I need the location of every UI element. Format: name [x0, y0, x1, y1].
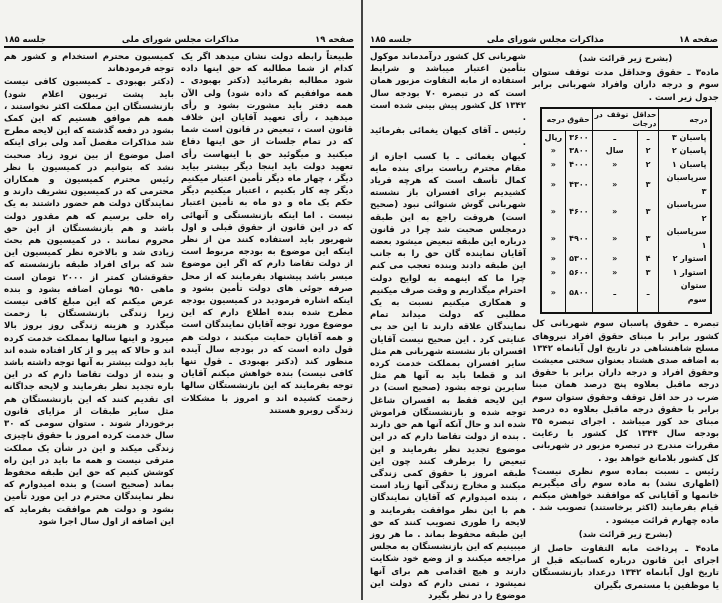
min-stay-unit-cell: «	[592, 198, 637, 225]
paragraph	[370, 125, 526, 149]
table-row	[541, 158, 711, 172]
currency-cell: «	[541, 158, 566, 172]
grade-cell: پاسبان ۱	[659, 158, 711, 172]
salary-grade-table	[540, 107, 712, 315]
col-header-grade: درجه	[659, 108, 711, 131]
article-text: پرداخت مابه التفاوت حاصل از اجرای این قانون درباره کسانیکه قبل از تاریخ اول آبانماه ۱۳۴۲ درعداد بازنشستگان یا موظفین یا مستمری بگیران	[532, 543, 719, 591]
running-title: مذاکرات مجلس شورای ملی	[486, 35, 605, 45]
paragraph-text: طبیعتاً رابطه دولت نشان میدهد اگر یک کدام از شما مطالبه که حق اینها داده شود مطالبه بفرمائید (دکتر بهبودی ـ همه موافقیم که داده شود) ولی الآن همه دفتر باید مشورت بشود و رأی میدهید ، رأی تعهید آقایان این خلاف قانون است ، تبعیض در قانون است شما که در تمام جلسات از حق اینها دفاع میکنید و میگوئید حق با اینهاست رأی تعهید دولت باید اینجا دیگر بیشتر بیاید دیگر ، چهار ماه دیگر تأمین اعتبار میکنیم دیگر چه کار بکنیم ، اعتبار میکنیم دیگر حکم یک ماه و دو ماه به تأمین اعتبار نیست . اما اینکه بازنشستگی و آنهائی که در این قانون از حقوق قبلی و اول شهریور باید استفاده کنند من از نظر اینکه این موضوع به بودجه مربوط است از دولت تقاضا دارم که اگر این موضوع میسر باشد پیشنهاد بفرمایند که از محل صرفه جوئی های دولت تأمین بشود و اینکه اشاره فرمودید در کمیسیون بودجه مطرح شده بنده اطلاع دارم که این موضوع مورد توجه آقایان نمایندگان است و همه آقایان حمایت میکنند ، دولت هم قول داده است که در بودجه سال آینده منظور کند (دکتر بهبودی ـ قول تنها کافی نیست) بنده خواهش میکنم آقایان توجه بفرمایند که این بازنشستگان سالها زحمت کشیده اند و امروز با مشکلات زندگی روبرو هستند	[181, 52, 353, 416]
note	[532, 318, 719, 464]
min-stay-years-cell: ۲	[637, 144, 659, 158]
text-column-right	[181, 51, 353, 418]
paragraph-text: کمیسیون کافی نیست باید پشت تریبون اعلام شود) بازنشستگان این مملکت اکثر نخواستند ، همه هم موافق هستیم که این کمک بشود در دفعه گذشته که این لایحه مطرح شد مذاکرات مفصل آمد ولی برای اینکه اصل موضوع از بین نرود زیاد صحبت نشد که بتوانیم در کمیسیون با نظر رئیس محترم کمیسیون و همکاران محترمی که در کمیسیون تشریف دارند و نمایندگان دولت هم حضور داشتند به یک راه حلی برسیم که هم مقدور دولت باشد و هم بازنشستگان از این حق محروم نمانند . در کمیسیون هم بحث زیادی شد و بالاخره نظر کمیسیون این شد که برای افراد طبقه بازنشسته که حقوقشان کمتر از ۲۰۰۰ تومان است ماهی ۹۵۰ تومان اضافه بشود و بنده عرض میکنم که این مبلغ کافی نیست زیرا زندگی بازنشستگان با زحمت میگذرد و هزینه زندگی روز بروز بالا میرود و اینها سالها بمملکت خدمت کرده اند و حالا که پیر و از کار افتاده شده اند باید دولت بیشتر به آنها توجه داشته باشد و بنده از دولت تقاضا دارم که در این باره تجدید نظر بفرمایند و لایحه جداگانه ای تقدیم کنند که این بازنشستگان هم مثل سایر طبقات از مزایای قانون برخوردار شوند . ستوان سومی که ۳۰ سال خدمت کرده امروز با حقوق ناچیزی زندگی میکند و این در شأن یک مملکت مترقی نیست و همه ما باید در این راه کوشش کنیم که حق این طبقه محفوظ بماند (صحیح است) و بنده امیدوارم که نظر نمایندگان محترم در این مورد تأمین بشود و دولت هم موافقت بفرماید که این اضافه از اول سال اجرا شود	[4, 77, 175, 527]
currency-cell: «	[541, 252, 566, 266]
table-row	[541, 144, 711, 158]
session-number: جلسه ۱۸۵	[4, 35, 46, 45]
remark-text: نسبت بماده سوم نظری نیست؟ (اظهاری نشد) به ماده سوم رأی میگیریم خانمها و آقایانی که موافقند خواهش میکنم قیام بفرمایند (اکثر برخاستند) تصویب شد . ماده چهارم قرائت میشود .	[532, 466, 719, 526]
min-stay-years-cell: ۳	[637, 198, 659, 225]
salary-cell: ۴۳۰۰	[566, 171, 593, 198]
grade-cell: پاسبان ۳	[659, 130, 711, 144]
col-header-min-stay: حداقل توقف در درجات	[592, 108, 659, 131]
right-page	[366, 0, 722, 600]
grade-cell: استوار ۱	[659, 266, 711, 280]
left-page	[0, 0, 358, 600]
text-column-right	[532, 51, 719, 593]
min-stay-years-cell: ـ	[637, 130, 659, 144]
read-note: (بشرح زیر قرائت شد)	[578, 54, 673, 64]
text-column-left	[4, 51, 174, 529]
page-number: صفحه ۱۹	[315, 35, 354, 45]
currency-cell: «	[541, 198, 566, 225]
paragraph-text: آقای کیهان یغمائی بفرمائید .	[370, 126, 526, 149]
salary-cell: ۵۳۰۰	[566, 252, 593, 266]
running-title: مذاکرات مجلس شورای ملی	[121, 35, 240, 45]
table-row	[541, 171, 711, 198]
read-note: (بشرح زیر قرائت شد)	[578, 529, 673, 540]
table-row	[541, 225, 711, 252]
blank-cell	[541, 306, 566, 313]
blank-cell	[592, 306, 637, 313]
table-row	[541, 130, 711, 144]
min-stay-years-cell: ۲	[637, 158, 659, 172]
salary-cell: ۳۸۰۰	[566, 144, 593, 158]
speaker-name: (دکتر بهبودی ـ	[107, 77, 174, 88]
min-stay-unit-cell: «	[592, 225, 637, 252]
min-stay-years-cell: ۳	[637, 266, 659, 280]
min-stay-unit-cell: «	[592, 171, 637, 198]
currency-cell: «	[541, 279, 566, 306]
currency-cell: «	[541, 171, 566, 198]
salary-cell: ۴۰۰۰	[566, 158, 593, 172]
min-stay-years-cell: ۳	[637, 225, 659, 252]
paragraph	[370, 151, 526, 603]
speaker-name: کیهان یغمائی ـ	[456, 151, 526, 162]
blank-cell	[566, 306, 593, 313]
paragraph	[4, 51, 174, 75]
table-row	[541, 252, 711, 266]
grade-cell: سرپاسبان ۱	[659, 225, 711, 252]
grade-cell: پاسبان ۲	[659, 144, 711, 158]
table-row	[541, 266, 711, 280]
president-remark	[532, 466, 719, 527]
min-stay-unit-cell: سال	[592, 144, 637, 158]
min-stay-years-cell: ۴	[637, 252, 659, 266]
paragraph	[4, 76, 174, 528]
min-stay-unit-cell: «	[592, 252, 637, 266]
paragraph-text: شهربانی کل کشور درآمدماند موکول بتأمین اعتبار میباشد و شرایط استفاده از مابه التفاوت مزبور همان است که در تبصره ۷۰ بودجه سال ۱۳۴۲ کل کشور پیش بینی شده است .	[370, 52, 526, 124]
paragraph	[370, 51, 526, 124]
text-column-left	[370, 51, 526, 603]
note-label: تبصره ـ	[684, 319, 719, 330]
paragraph	[181, 51, 353, 417]
min-stay-years-cell: ـ	[637, 279, 659, 306]
article-label: ماده۴ ـ	[685, 543, 719, 554]
blank-cell	[637, 306, 659, 313]
currency-cell: ریال	[541, 130, 566, 144]
article-4	[532, 543, 719, 592]
blank-cell	[659, 306, 711, 313]
table-row	[541, 198, 711, 225]
currency-cell: «	[541, 144, 566, 158]
paragraph-text: کمیسیون محترم استخدام و کشور هم توجه فرمودهاند	[4, 52, 174, 75]
session-number: جلسه ۱۸۵	[370, 35, 412, 45]
page-gutter-divider	[361, 0, 363, 600]
min-stay-unit-cell: «	[592, 266, 637, 280]
page-number: صفحه ۱۸	[679, 35, 718, 45]
paragraph-text: با کسب اجازه از مقام محترم ریاست برای بنده مایه کمال تأسف است که هرچه فریاد کشیدیم برای افسران باز نشسته شهربانی گوش شنوائی نبود (صحیح است) هروقت راجع به این طبقه درمجلس صحبت شد چرا در قانون درباره این طبقه تبعیض میشود بعضه آقایان نماینده گان حق را به جانب این طبقه دادند وبنده تعجب می کنم چرا ما که اینهمه به لوایح دولت احترام میگذاریم و وقت صرف میکنیم و همکاری میکنیم نسبت به یک مطلبی که دولت میداند تمام نمایندگان علاقه دارند تا این حد بی عنایتی کرد . این صحیح نیست آقایان افسران باز نشسته شهربانی هم مثل سایر افسران بمملکت خدمت کرده اند و قطعا باید به آنها هم مثل سایرین توجه بشود (صحیح است) در این لایحه فقط به افسران شاغل توجه شده و بازنشستگان فراموش شده اند و حال آنکه آنها هم حق دارند . بنده از دولت تقاضا دارم که در این موضوع تجدید نظر بفرمایند و این تبعیض را برطرف کنند چون این طبقه امروز با حقوق کمی زندگی میکنند و مخارج زندگی آنها زیاد است ، بنده امیدوارم که آقایان نمایندگان هم با این نظر موافقت بفرمایند و لایحه را طوری تصویب کنند که حق این طبقه محفوظ بماند . ما هر روز میبینیم که این بازنشستگان به مجلس مراجعه میکنند و از وضع خود شکایت دارند و هیچ اقدامی هم برای آنها نمیشود ، تمنی دارم که دولت این موضوع را در نظر بگیرد	[370, 151, 526, 601]
page-header	[4, 32, 354, 48]
grade-cell: ستوان سوم	[659, 279, 711, 306]
article-3	[532, 67, 719, 104]
grade-cell: سرپاسبان ۳	[659, 171, 711, 198]
grade-cell: سرپاسبان ۲	[659, 198, 711, 225]
salary-cell: ۴۹۰۰	[566, 225, 593, 252]
note-text: حقوق پاسبان سوم شهربانی کل کشور برابر با مبنای حقوق افراد نیروهای مسلح شاهنشاهی در تاریخ اول آبانماه ۱۳۴۲ به اضافه صدی هشتاد بعنوان سختی معیشت وحقوق افراد و درجه داران برابر با حقوق درجه ماقبل بعلاوه پنج درصد همان مبنا ضرب در حد اقل توقف وحقوق ستوان سوم برابر با حقوق درجه ماقبل بعلاوه ده درصد مبنای حد کور میباشد . اجرای تبصره ۳۵ بودجه سال ۱۳۴۴ کل کشور با رعایت مقررات مندرج در تبصره مزبور در شهربانی کل کشور بلامانع خواهد بود .	[532, 319, 719, 464]
col-header-salary: حقوق درجه	[541, 108, 593, 131]
currency-cell: «	[541, 225, 566, 252]
min-stay-unit-cell: ـ	[592, 279, 637, 306]
speaker-name: رئیس ـ	[495, 126, 526, 137]
table-row	[541, 279, 711, 306]
page-header	[370, 32, 718, 48]
salary-cell: ۵۶۰۰	[566, 266, 593, 280]
article-label: ماده۳ ـ	[687, 68, 719, 79]
grade-cell: استوار ۲	[659, 252, 711, 266]
min-stay-unit-cell: «	[592, 158, 637, 172]
salary-cell: ۴۶۰۰	[566, 198, 593, 225]
article-text: حقوق وحداقل مدت توقف ستوان سوم و درجه داران وافراد شهربانی برابر جدول زیر است .	[532, 68, 719, 103]
table-blank-row	[541, 306, 711, 313]
min-stay-years-cell: ۳	[637, 171, 659, 198]
min-stay-unit-cell: ـ	[592, 130, 637, 144]
currency-cell: «	[541, 266, 566, 280]
speaker-name: رئیس ـ	[685, 466, 719, 477]
salary-cell: ۵۸۰۰	[566, 279, 593, 306]
salary-cell: ۳۶۰۰	[566, 130, 593, 144]
